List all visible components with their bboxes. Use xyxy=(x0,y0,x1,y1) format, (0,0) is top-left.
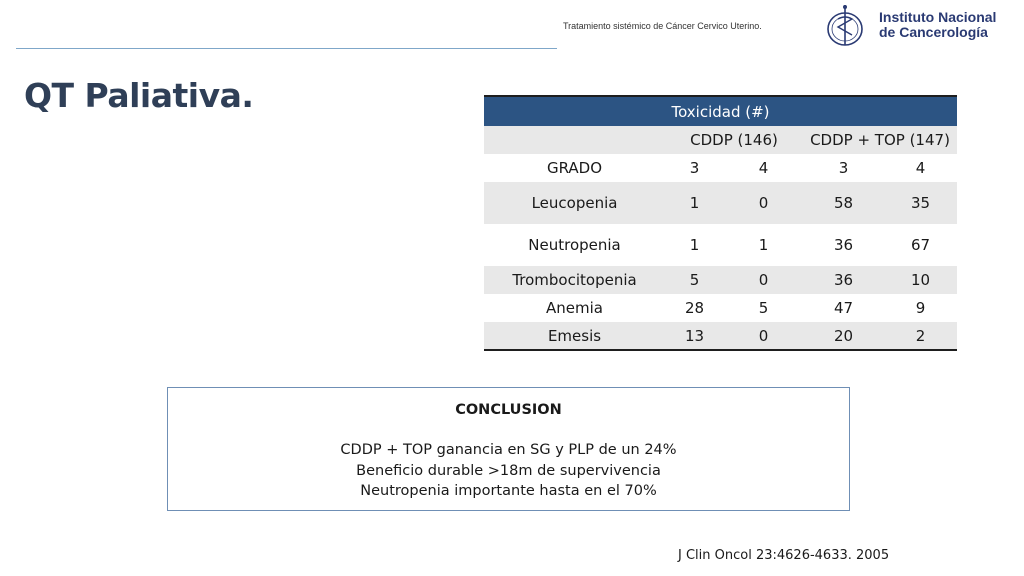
table-cell: 67 xyxy=(910,236,931,254)
table-cell: 36 xyxy=(833,271,854,289)
table-row xyxy=(484,322,957,350)
table-cell: 4 xyxy=(915,159,926,177)
table-cell: 35 xyxy=(910,194,931,212)
table-cell: 0 xyxy=(758,194,769,212)
table-cell: 4 xyxy=(758,159,769,177)
table-grade-row xyxy=(484,154,957,182)
table-title-row xyxy=(484,96,957,126)
table-cell: 9 xyxy=(915,299,926,317)
table-cell: 1 xyxy=(758,236,769,254)
table-cell: 36 xyxy=(833,236,854,254)
table-row xyxy=(484,224,957,266)
header-divider xyxy=(16,48,557,49)
table-cell: 20 xyxy=(803,322,884,350)
table-title: Toxicidad (#) xyxy=(484,96,957,126)
table-row xyxy=(484,294,957,322)
table-row xyxy=(484,266,957,294)
table-row xyxy=(484,182,957,224)
conclusion-box xyxy=(167,387,850,511)
table-group-header-cddp: CDDP (146) xyxy=(690,131,778,149)
table-cell: 13 xyxy=(665,322,724,350)
toxicity-table xyxy=(484,95,957,351)
table-group-header-row xyxy=(484,126,957,154)
table-cell: 0 xyxy=(724,322,803,350)
table-group-header-cddp-top: CDDP + TOP (147) xyxy=(810,131,950,149)
table-cell: 5 xyxy=(689,271,700,289)
institution-logo-text xyxy=(879,10,996,40)
table-cell: 47 xyxy=(833,299,854,317)
table-cell: 1 xyxy=(689,236,700,254)
table-cell: 10 xyxy=(910,271,931,289)
logo-line-2: de Cancerología xyxy=(879,24,988,40)
conclusion-line: CDDP + TOP ganancia en SG y PLP de un 24% xyxy=(340,442,677,458)
table-cell: 2 xyxy=(884,322,957,350)
table-cell: 5 xyxy=(758,299,769,317)
citation: J Clin Oncol 23:4626-4633. 2005 xyxy=(678,548,890,563)
logo-line-1: Instituto Nacional xyxy=(879,9,997,25)
table-cell: 1 xyxy=(689,194,700,212)
header-subtitle: Tratamiento sistémico de Cáncer Cervico Uterino. xyxy=(563,21,762,31)
conclusion-spacer xyxy=(168,420,849,440)
table-cell-label: Emesis xyxy=(484,322,665,350)
table-cell: 0 xyxy=(758,271,769,289)
table-cell: 28 xyxy=(684,299,705,317)
table-cell: 3 xyxy=(689,159,700,177)
table-cell-label: Neutropenia xyxy=(528,236,621,254)
table-cell-label: GRADO xyxy=(546,159,603,177)
page-title: QT Paliativa. xyxy=(24,76,254,115)
table-group-header-empty xyxy=(484,126,665,154)
conclusion-title: CONCLUSION xyxy=(455,402,562,418)
table-cell-label: Anemia xyxy=(546,299,603,317)
table-cell: 3 xyxy=(838,159,849,177)
table-cell-label: Leucopenia xyxy=(531,194,618,212)
conclusion-line: Beneficio durable >18m de supervivencia xyxy=(356,462,661,479)
table-cell: 58 xyxy=(833,194,854,212)
table-cell-label: Trombocitopenia xyxy=(512,271,637,289)
conclusion-line: Neutropenia importante hasta en el 70% xyxy=(360,483,657,499)
institution-emblem-icon xyxy=(826,3,864,47)
